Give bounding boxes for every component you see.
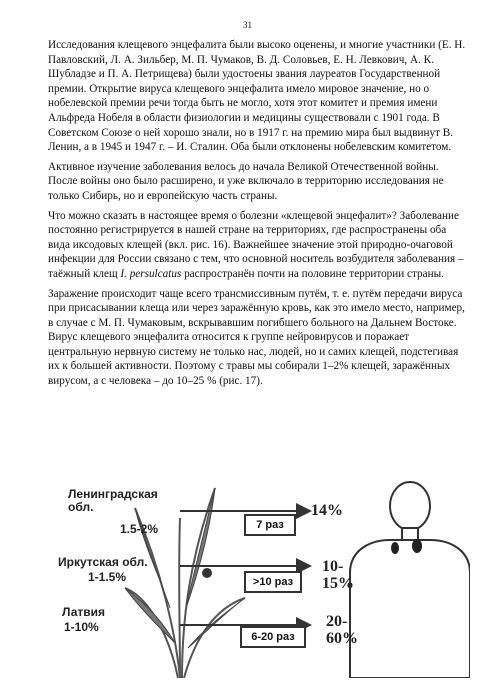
region-label-latvia: Латвия [62,605,106,619]
species-name: I. persulcatus [120,267,182,280]
region-label-leningrad: Ленинградская обл. [68,487,158,514]
paragraph-3 [48,209,466,282]
grass-pct-latvia: 1-10% [64,620,99,634]
paragraph-4: Заражение происходит чаще всего трансмиссивным путём, т. е. путём передачи вируса при присасывании клеща или через заражённую кровь, как это имело место, например, в случае с М. П. Чумаковым, вскрывавшим погибшего больного на Дальнем Востоке. Вирус клещевого энцефалита относится к группе нейровирусов и поражает центральную нервную систему не только нас, людей, но и самих клещей, подстегивая их к большей активности. Поэтому с травы мы собирали 1–2% клещей, заражённых вирусом, а с человека – до 10–25 % (рис. 17). [48,287,465,388]
grass-pct-leningrad: 1.5-2% [120,522,159,536]
paragraph-1: Исследования клещевого энцефалита были высоко оценены, и многие участники (Е. Н. Павловский, Л. А. Зильбер, М. П. Чумаков, В. Д. Соловьев, Е. Н. Левкович, А. К. Шубладзе и П. А. Петрищева) были удостоены звания лауреатов Государственной премии. Открытие вируса клещевого энцефалита имело мировое значение, но о нобелевской премии речи тогда быть не могло, хотя этот комитет и премия имени Альфреда Нобеля в области физиологии и медицины существовали с 1901 года. В Советском Союзе о ней хорошо знали, но в 1917 г. на премию мира был выдвинут В. Ленин, а в 1945 и 1947 г. – И. Сталин. Оба были отклонены нобелевским комитетом. [48,39,466,154]
paragraph-2: Активное изучение заболевания велось до начала Великой Отечественной войны. После войны оно было расширено, и уже включало в территорию исследования не только Сибирь, но и европейскую часть страны. [48,160,444,202]
figure-17 [30,478,470,678]
human-pct-irkutsk: 10- 15% [322,558,354,592]
human-pct-leningrad: 14% [311,502,343,519]
body-text [48,38,466,394]
ratio-box-irkutsk: >10 раз [244,571,302,593]
region-label-irkutsk: Иркутская обл. [58,555,148,569]
paragraph-3-part-2: распространён почти на половине территории страны. [181,267,444,280]
page-number: 31 [243,20,252,30]
grass-pct-irkutsk: 1-1.5% [88,570,127,584]
human-pct-latvia: 20- 60% [326,613,358,647]
ratio-box-latvia: 6-20 раз [240,626,306,648]
ratio-box-leningrad: 7 раз [244,514,296,536]
paragraph-3-part-1: Что можно сказать в настоящее время о болезни «клещевой энцефалит»? Заболевание постоянно регистрируется в нашей стране на территориях, где распространены оба вида иксодовых клещей (вкл. рис. 16). Важнейшее значение этой природно-очаговой инфекции для России связано с тем, что основной носитель возбудителя заболевания – таёжный клещ [48,209,464,280]
